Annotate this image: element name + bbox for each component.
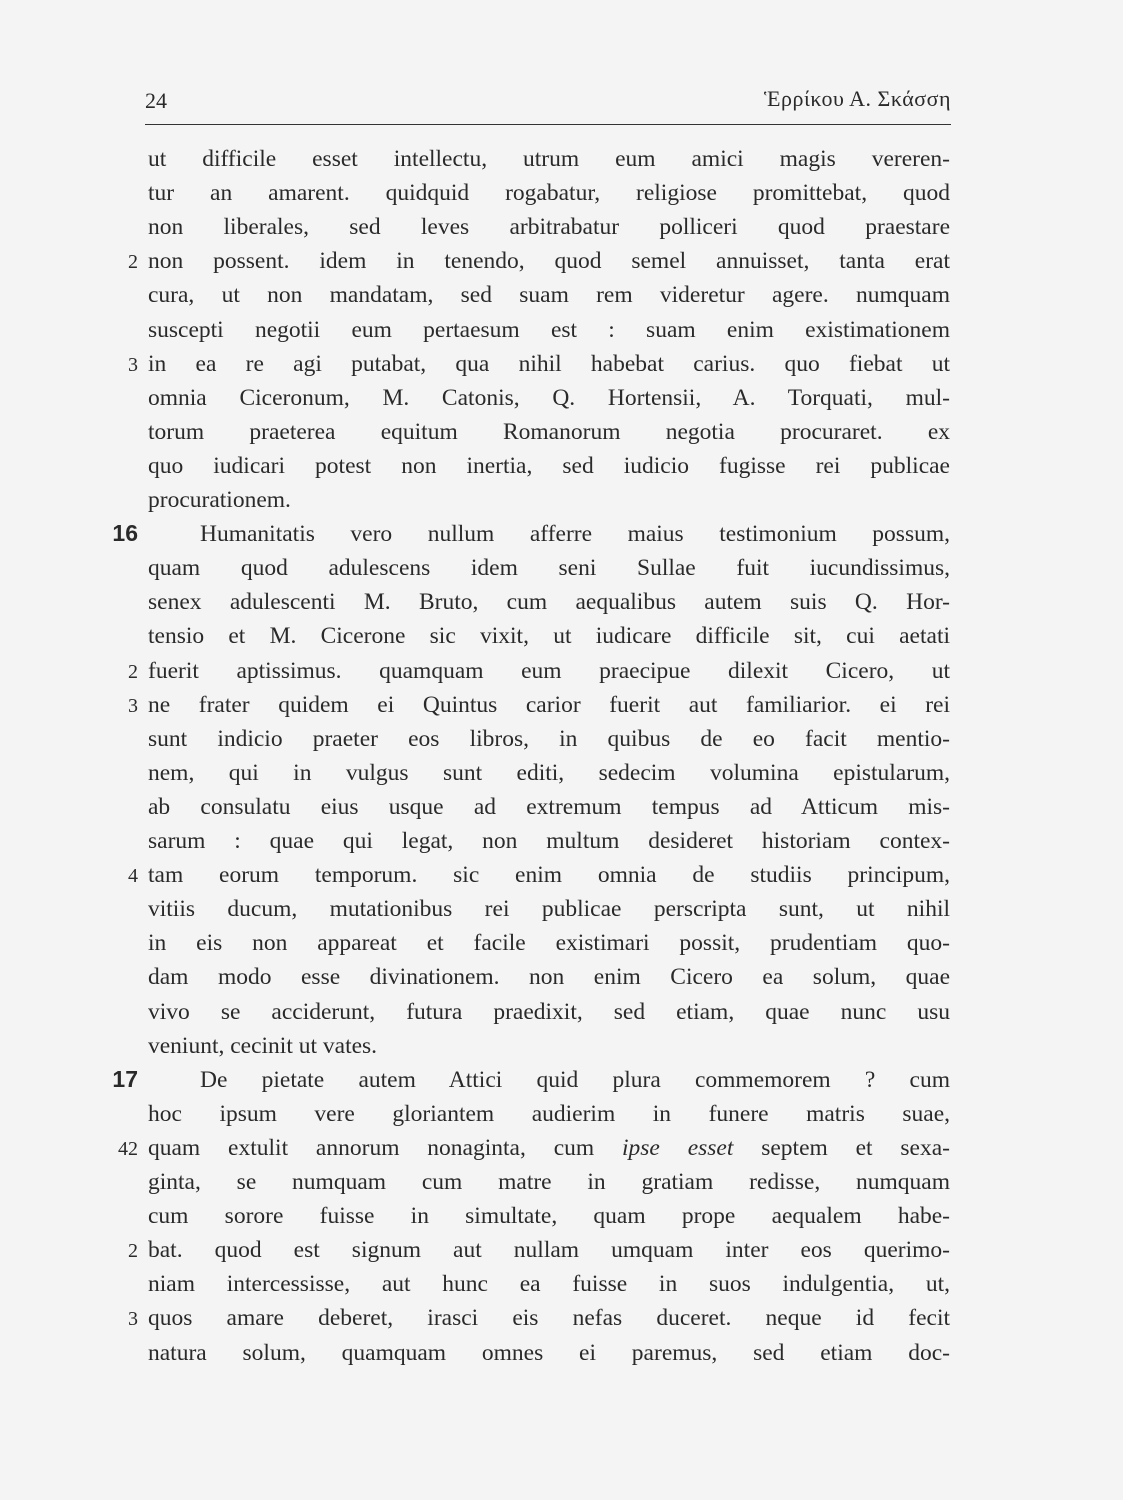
text-line (0, 551, 1123, 585)
line-text: senex adulescenti M. Bruto, cum aequalibus autem suis Q. Hor- (148, 589, 950, 616)
line-text: tensio et M. Cicerone sic vixit, ut iudicare difficile sit, cui aetati (148, 623, 950, 650)
line-text: procurationem. (148, 487, 291, 513)
line-text: quos amare deberet, irasci eis nefas duceret. neque id fecit (148, 1305, 950, 1332)
line-text: vivo se acciderunt, futura praedixit, sed etiam, quae nunc usu (148, 998, 950, 1025)
line-text: non liberales, sed leves arbitrabatur polliceri quod praestare (148, 214, 950, 241)
text-line (0, 858, 1123, 892)
line-text: omnia Ciceronum, M. Catonis, Q. Hortensii, A. Torquati, mul- (148, 384, 950, 411)
text-line (0, 1233, 1123, 1267)
line-text: in eis non appareat et facile existimari possit, prudentiam quo- (148, 930, 950, 957)
line-text: vitiis ducum, mutationibus rei publicae perscripta sunt, ut nihil (148, 896, 950, 923)
line-text: tam eorum temporum. sic enim omnia de studiis principum, (148, 862, 950, 889)
line-text: veniunt, cecinit ut vates. (148, 1032, 378, 1059)
line-text: torum praeterea equitum Romanorum negotia procuraret. ex (148, 418, 950, 445)
paragraph-number: 3 (128, 694, 138, 717)
line-text: quam quod adulescens idem seni Sullae fuit iucundissimus, (148, 555, 950, 582)
text-line (0, 415, 1123, 449)
text-line (0, 892, 1123, 926)
text-line (0, 1336, 1123, 1370)
line-text: non possent. idem in tenendo, quod semel annuisset, tanta erat (148, 248, 950, 275)
text-line (0, 960, 1123, 994)
line-text: suscepti negotii eum pertaesum est : suam enim existimationem (148, 316, 950, 343)
text-line (0, 517, 1123, 551)
line-text: cum sorore fuisse in simultate, quam prope aequalem habe- (148, 1203, 950, 1230)
section-number: 17 (112, 1065, 138, 1092)
line-text: cura, ut non mandatam, sed suam rem videretur agere. numquam (148, 282, 950, 309)
paragraph-number: 4 (128, 865, 138, 888)
text-line (0, 722, 1123, 756)
line-text: niam intercessisse, aut hunc ea fuisse in suos indulgentia, ut, (148, 1271, 950, 1298)
paragraph-number: 2 (128, 1240, 138, 1263)
line-text: quo iudicari potest non inertia, sed iudicio fugisse rei publicae (148, 452, 950, 479)
line-text: Humanitatis vero nullum afferre maius testimonium possum, (200, 521, 950, 548)
italic-text: ipse esset (622, 1134, 734, 1161)
text-line (0, 313, 1123, 347)
text-line (0, 347, 1123, 381)
text-line (0, 1097, 1123, 1131)
text-line (0, 142, 1123, 176)
text-line (0, 381, 1123, 415)
line-text: nem, qui in vulgus sunt editi, sedecim volumina epistularum, (148, 759, 950, 786)
paragraph-number: 2 (128, 251, 138, 274)
text-line (0, 654, 1123, 688)
line-text: ab consulatu eius usque ad extremum tempus ad Atticum mis- (148, 793, 950, 820)
line-text: fuerit aptissimus. quamquam eum praecipue dilexit Cicero, ut (148, 657, 950, 684)
text-line (0, 483, 1123, 517)
text-line (0, 210, 1123, 244)
line-text: bat. quod est signum aut nullam umquam inter eos querimo- (148, 1237, 950, 1264)
line-text: sarum : quae qui legat, non multum desideret historiam contex- (148, 828, 950, 854)
text-line (0, 1131, 1123, 1165)
line-text: ginta, se numquam cum matre in gratiam redisse, numquam (148, 1169, 950, 1195)
line-text: ut difficile esset intellectu, utrum eum amici magis vereren- (148, 146, 950, 172)
text-line (0, 1029, 1123, 1063)
text-line (0, 1199, 1123, 1233)
paragraph-number: 2 (128, 660, 138, 683)
line-text: dam modo esse divinationem. non enim Cicero ea solum, quae (148, 964, 950, 991)
text-line (0, 1063, 1123, 1097)
text-line (0, 824, 1123, 858)
section-number: 16 (112, 520, 138, 547)
running-head: Ἑρρίκου Α. Σκάσση (764, 86, 951, 111)
paragraph-number: 3 (128, 353, 138, 376)
text-line (0, 1165, 1123, 1199)
text-line (0, 1301, 1123, 1335)
line-text: hoc ipsum vere gloriantem audierim in funere matris suae, (148, 1100, 950, 1127)
text-line (0, 688, 1123, 722)
text-line (0, 449, 1123, 483)
paragraph-number: 42 (118, 1137, 138, 1160)
line-text: quam extulit annorum nonaginta, cum ipse esset septem et sexa- (148, 1134, 950, 1161)
text-line (0, 926, 1123, 960)
text-line (0, 585, 1123, 619)
text-line (0, 619, 1123, 653)
page-number: 24 (145, 88, 167, 113)
text-line (0, 790, 1123, 824)
line-text: sunt indicio praeter eos libros, in quibus de eo facit mentio- (148, 725, 950, 752)
line-text: natura solum, quamquam omnes ei paremus, sed etiam doc- (148, 1339, 950, 1366)
text-line (0, 176, 1123, 210)
line-text: ne frater quidem ei Quintus carior fuerit aut familiarior. ei rei (148, 691, 950, 718)
text-line (0, 756, 1123, 790)
line-text: tur an amarent. quidquid rogabatur, religiose promittebat, quod (148, 180, 950, 207)
line-text: in ea re agi putabat, qua nihil habebat carius. quo fiebat ut (148, 350, 950, 377)
text-line (0, 995, 1123, 1029)
text-line (0, 1267, 1123, 1301)
text-line (0, 278, 1123, 312)
line-text: De pietate autem Attici quid plura commemorem ? cum (200, 1066, 950, 1093)
page-header (145, 82, 951, 125)
paragraph-number: 3 (128, 1308, 138, 1331)
text-line (0, 244, 1123, 278)
